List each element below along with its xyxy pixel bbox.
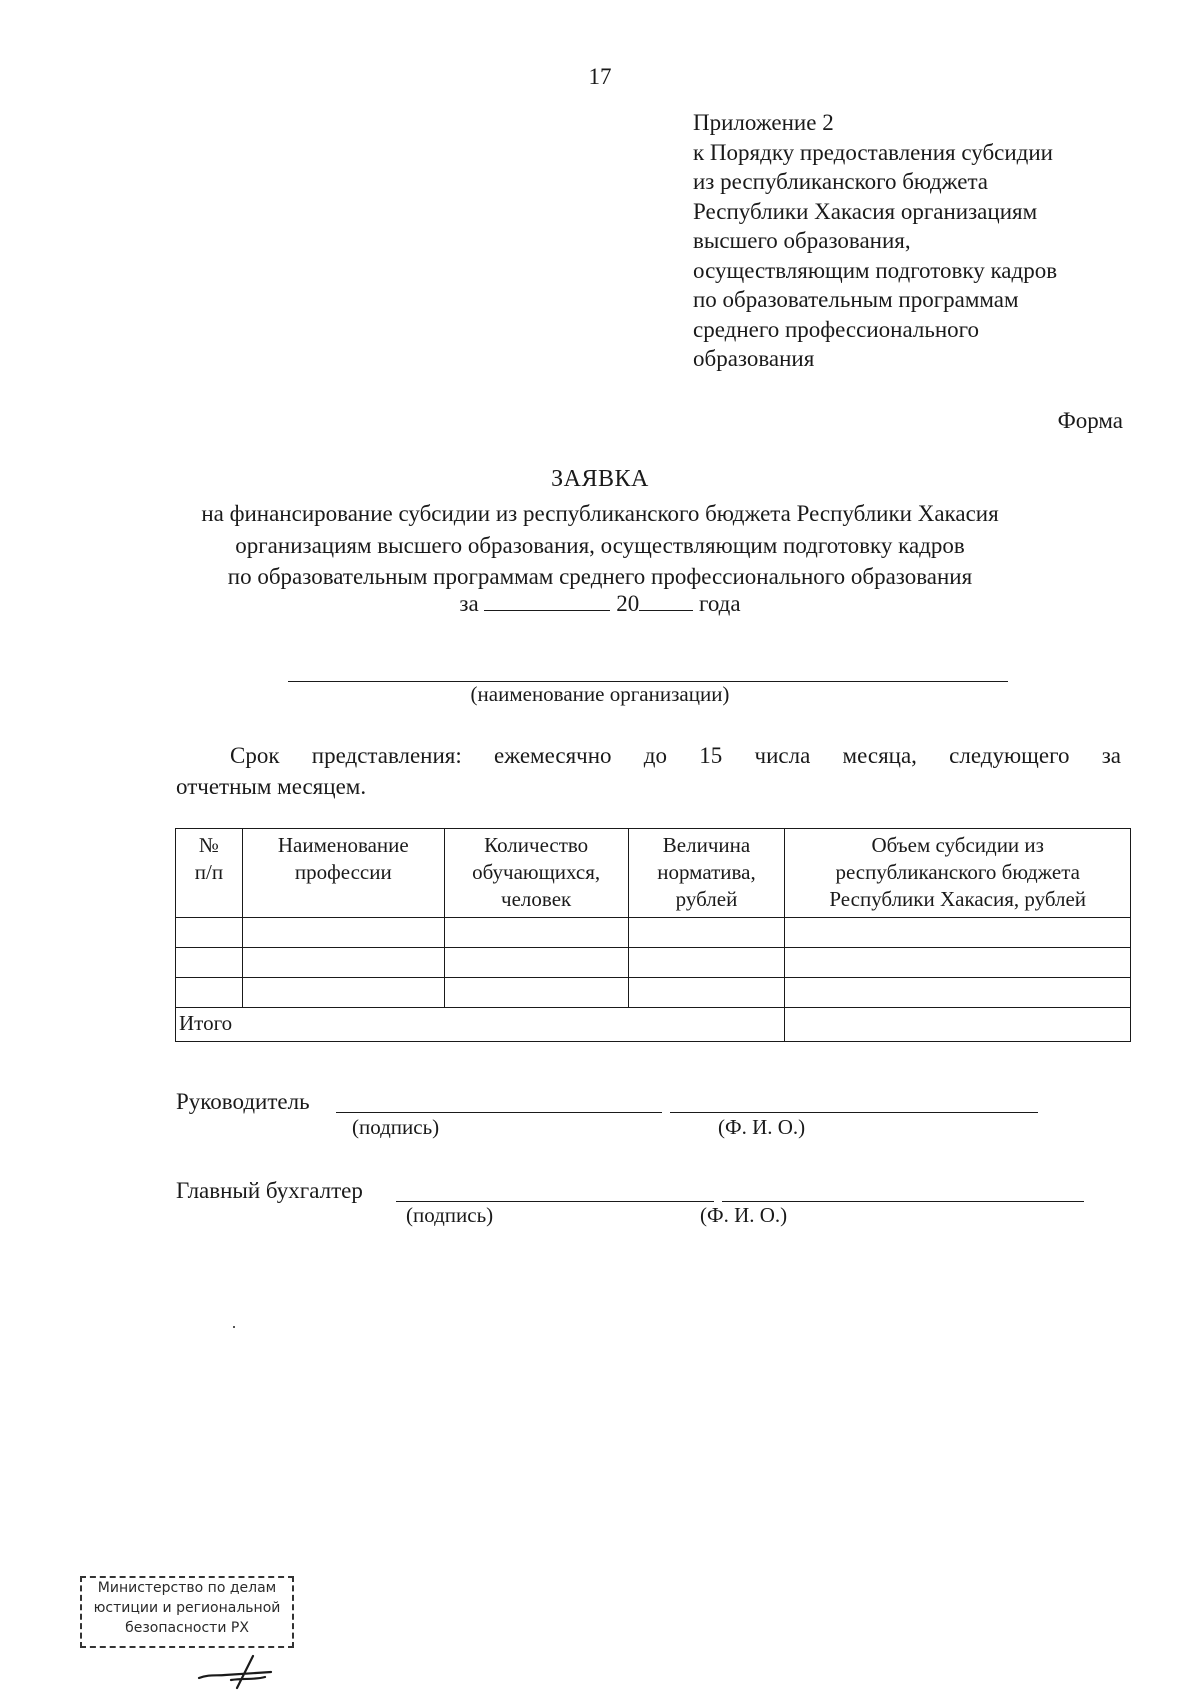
table-total-row <box>176 1008 1131 1042</box>
document-title: ЗАЯВКА <box>551 466 649 492</box>
head-name-field[interactable] <box>670 1112 1038 1113</box>
period-month-blank[interactable] <box>484 590 610 611</box>
stamp-line: юстиции и региональной <box>93 1600 281 1616</box>
table-cell[interactable] <box>176 948 243 978</box>
period-prefix: за <box>459 591 479 616</box>
head-signature-field[interactable] <box>336 1112 662 1113</box>
table-cell[interactable] <box>785 918 1131 948</box>
table-cell[interactable] <box>242 948 444 978</box>
header-number <box>176 829 243 918</box>
table-cell[interactable] <box>176 918 243 948</box>
appendix-line: среднего профессионального <box>693 316 980 342</box>
table-cell[interactable] <box>242 918 444 948</box>
header-text: п/п <box>194 860 224 884</box>
appendix-line: осуществляющим подготовку кадров <box>693 257 1058 283</box>
handwritten-signature-mark <box>195 1650 285 1690</box>
period-year-prefix: 20 <box>616 591 640 616</box>
table-cell[interactable] <box>444 978 628 1008</box>
header-text: Объем субсидии из <box>871 833 1044 857</box>
header-text: обучающихся, <box>472 860 601 884</box>
accountant-name-field[interactable] <box>722 1201 1084 1202</box>
subsidy-table <box>175 828 1131 1042</box>
header-text: рублей <box>675 887 738 911</box>
ministry-stamp <box>80 1576 294 1648</box>
page-number: 17 <box>588 64 612 89</box>
header-text: республиканского бюджета <box>835 860 1080 884</box>
appendix-line: по образовательным программам <box>693 287 1019 312</box>
header-text: № <box>198 833 219 857</box>
head-signature-caption: (подпись) <box>352 1115 440 1139</box>
subtitle-line: по образовательным программам среднего профессионального образования <box>227 564 973 589</box>
header-text: норматива, <box>657 860 756 884</box>
table-cell[interactable] <box>785 978 1131 1008</box>
header-text: Количество <box>484 833 589 857</box>
deadline-paragraph <box>176 740 1121 802</box>
header-text: Наименование <box>277 833 409 857</box>
appendix-line: из республиканского бюджета <box>693 169 988 194</box>
deadline-line-1: Срок представления: ежемесячно до 15 числа месяца, следующего за <box>230 743 1121 768</box>
table-cell[interactable] <box>444 948 628 978</box>
header-profession <box>242 829 444 918</box>
total-value-cell[interactable] <box>785 1008 1131 1042</box>
accountant-signature-field[interactable] <box>396 1201 714 1202</box>
header-text: профессии <box>294 860 392 884</box>
appendix-line: высшего образования, <box>693 228 911 253</box>
accountant-signature-caption: (подпись) <box>406 1203 494 1227</box>
scan-speck <box>233 1326 235 1328</box>
document-subtitle <box>0 498 1200 593</box>
stamp-line: безопасности РХ <box>125 1620 249 1636</box>
accountant-name-caption: (Ф. И. О.) <box>700 1203 788 1227</box>
header-subsidy-amount <box>785 829 1131 918</box>
header-norm <box>628 829 785 918</box>
period-suffix: года <box>698 591 741 616</box>
head-name-caption: (Ф. И. О.) <box>718 1115 806 1139</box>
deadline-line-2: отчетным месяцем. <box>176 774 367 799</box>
table-row <box>176 918 1131 948</box>
table-cell[interactable] <box>628 948 785 978</box>
table-cell[interactable] <box>176 978 243 1008</box>
table-cell[interactable] <box>628 978 785 1008</box>
header-text: Величина <box>662 833 751 857</box>
table-row <box>176 978 1131 1008</box>
subtitle-line: на финансирование субсидии из республиканского бюджета Республики Хакасия <box>201 501 999 526</box>
accountant-signature-label: Главный бухгалтер <box>176 1178 363 1203</box>
table-cell[interactable] <box>785 948 1131 978</box>
table-cell[interactable] <box>628 918 785 948</box>
form-label: Форма <box>1057 408 1123 433</box>
header-students <box>444 829 628 918</box>
total-label: Итого <box>176 1008 785 1042</box>
head-signature-label: Руководитель <box>176 1089 310 1114</box>
appendix-line: к Порядку предоставления субсидии <box>693 139 1053 165</box>
header-text: Республики Хакасия, рублей <box>829 887 1087 911</box>
table-header-row <box>176 829 1131 918</box>
appendix-line: Республики Хакасия организациям <box>693 198 1038 224</box>
appendix-header <box>693 108 1057 374</box>
stamp-line: Министерство по делам <box>97 1580 277 1596</box>
appendix-line: Приложение 2 <box>693 110 834 135</box>
appendix-line: образования <box>693 346 815 371</box>
table-cell[interactable] <box>444 918 628 948</box>
header-text: человек <box>501 887 572 911</box>
subtitle-line: организациям высшего образования, осуществляющим подготовку кадров <box>235 532 965 558</box>
table-cell[interactable] <box>242 978 444 1008</box>
period-year-blank[interactable] <box>639 590 693 611</box>
table-row <box>176 948 1131 978</box>
period-line <box>0 590 1200 617</box>
organization-caption: (наименование организации) <box>470 682 730 706</box>
